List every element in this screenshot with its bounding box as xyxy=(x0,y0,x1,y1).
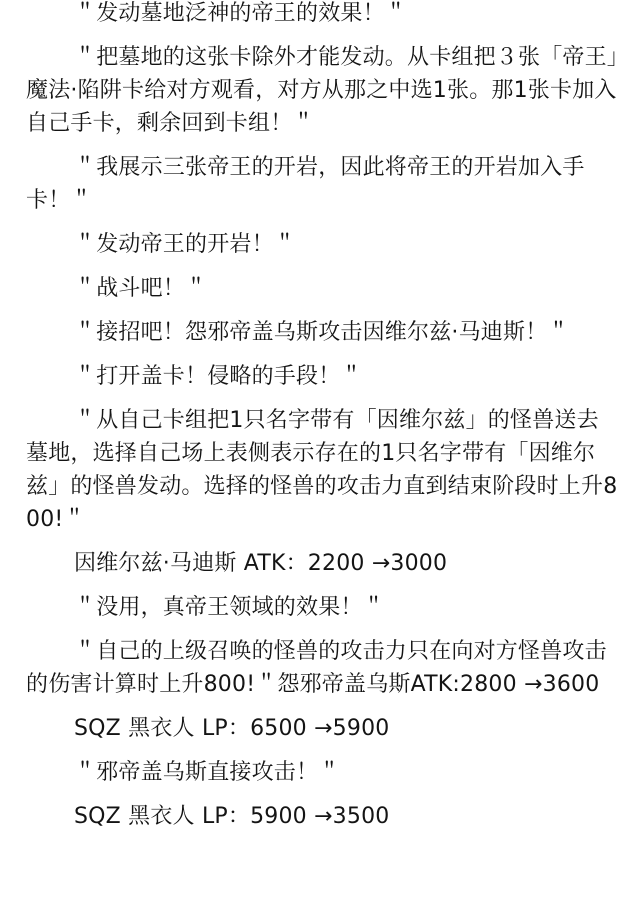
paragraph-5: ＂战斗吧！＂ xyxy=(74,276,208,301)
paragraph-13: ＂邪帝盖乌斯直接攻击！＂ xyxy=(74,760,341,785)
paragraph-4: ＂发动帝王的开岩！＂ xyxy=(74,232,297,257)
paragraph-14: SQZ 黑衣人 LP：5900 →3500 xyxy=(74,804,390,829)
paragraph-8: ＂从自己卡组把1只名字带有「因维尔兹」的怪兽送去墓地，选择自己场上表侧表示存在的1只名字带有「因维尔兹」的怪兽发动。选择的怪兽的攻击力直到结束阶段时上升800!＂ xyxy=(26,408,618,532)
paragraph-10: ＂没用，真帝王领域的效果！＂ xyxy=(74,595,385,620)
paragraph-11: ＂自己的上级召唤的怪兽的攻击力只在向对方怪兽攻击的伤害计算时上升800!＂怨邪帝盖乌斯ATK:2800 →3600 xyxy=(26,639,607,697)
paragraph-12: SQZ 黑衣人 LP：6500 →5900 xyxy=(74,716,390,741)
paragraph-3: ＂我展示三张帝王的开岩，因此将帝王的开岩加入手卡！＂ xyxy=(26,155,585,213)
paragraph-2: ＂把墓地的这张卡除外才能发动。从卡组把３张「帝王」魔法·陷阱卡给对方观看，对方从那之中选1张。那1张卡加入自己手卡，剩余回到卡组！＂ xyxy=(26,45,619,136)
paragraph-6: ＂接招吧！怨邪帝盖乌斯攻击因维尔兹·马迪斯！＂ xyxy=(74,320,570,345)
paragraph-1: ＂发动墓地泛神的帝王的效果！＂ xyxy=(74,1,408,26)
paragraph-7: ＂打开盖卡！侵略的手段！＂ xyxy=(74,364,363,389)
paragraph-9: 因维尔兹·马迪斯 ATK：2200 →3000 xyxy=(74,551,448,576)
